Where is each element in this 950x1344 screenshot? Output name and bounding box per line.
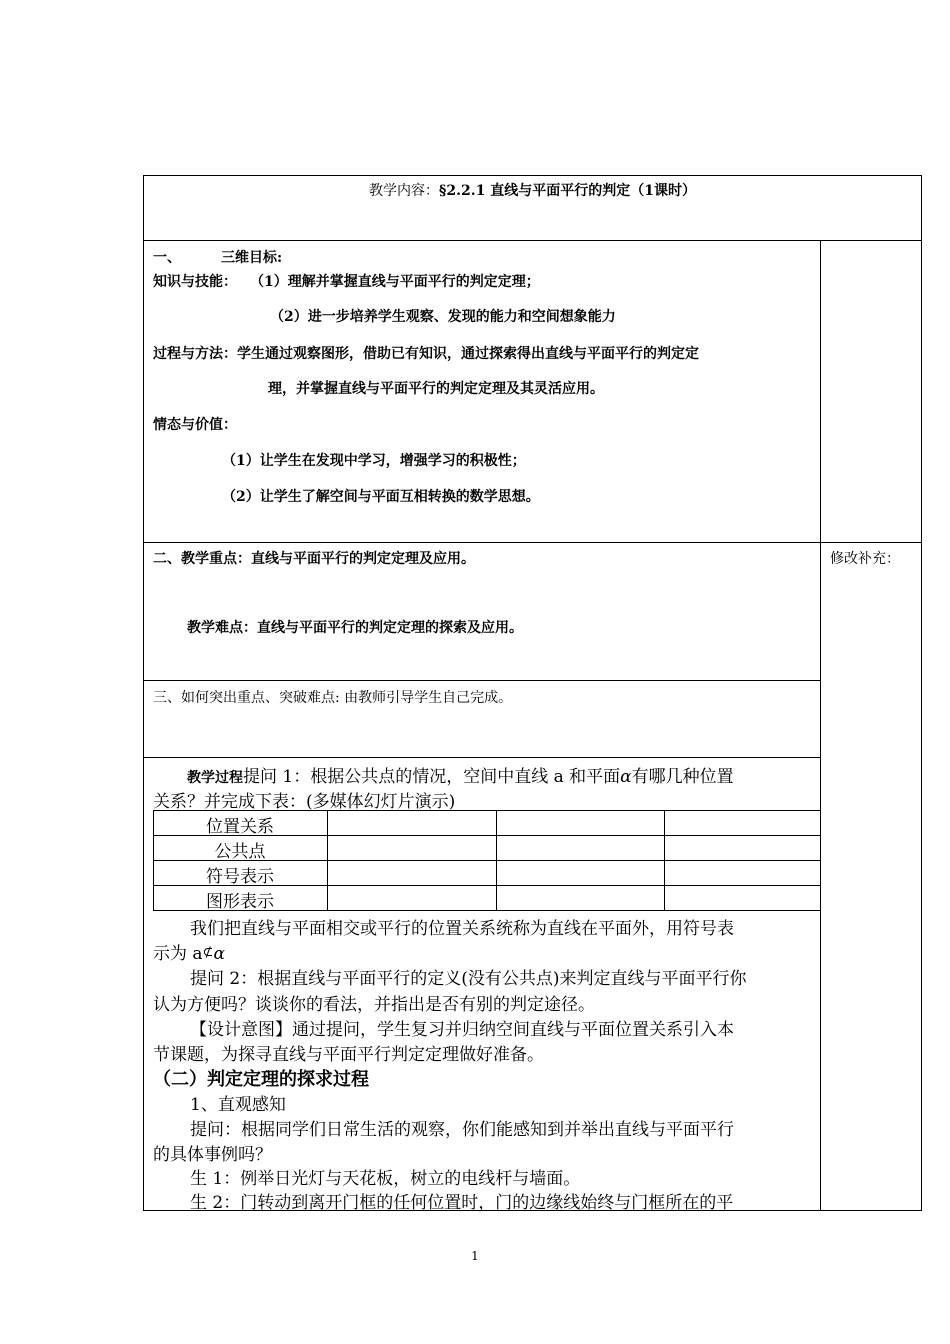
lesson-title [143,180,922,200]
knowledge-skill-1: （1）理解并掌握直线与平面平行的判定定理； [250,274,540,290]
alpha-symbol: α [213,944,225,964]
table-row-header: 图形表示 [206,892,274,912]
page-number: 1 [471,1249,479,1263]
lesson-title-label: 教学内容： [369,183,440,199]
table-row-header: 公共点 [214,842,266,862]
table-row-header: 位置关系 [206,817,274,837]
ask-line1: 提问：根据同学们日常生活的观察，你们能感知到并举出直线与平面平行 [190,1120,734,1140]
design-intent-line1: 【设计意图】通过提问，学生复习并归纳空间直线与平面位置关系引入本 [190,1020,734,1040]
section-heading: （二）判定定理的探求过程 [153,1069,369,1090]
question-2-line2: 认为方便吗？谈谈你的看法，并指出是否有别的判定途径。 [153,995,595,1015]
question-1-text: 提问 1：根据公共点的情况，空间中直线 a 和平面 [243,767,621,787]
table-row-header: 符号表示 [206,867,274,887]
teaching-process-label: 教学过程 [187,770,243,786]
not-subset-symbol: ⊄ [202,945,214,960]
emotion-value-label: 情态与价值： [153,417,237,433]
question-2-line1: 提问 2：根据直线与平面平行的定义(没有公共点)来判定直线与平面平行你 [190,969,747,989]
student-2-answer: 生 2：门转动到离开门框的任何位置时，门的边缘线始终与门框所在的平 [190,1193,734,1213]
highlight-method: 三、如何突出重点、突破难点: 由教师引导学生自己完成。 [153,690,513,706]
subsection-heading: 1、直观感知 [190,1095,286,1115]
question-1-line2: 关系？并完成下表：(多媒体幻灯片演示) [153,792,456,812]
alpha-symbol: α [620,767,632,787]
question-1-line1 [187,762,734,787]
emotion-value-2: （2）让学生了解空间与平面互相转换的数学思想。 [222,489,540,505]
side-note-label: 修改补充： [830,551,900,567]
teaching-difficulty: 教学难点：直线与平面平行的判定定理的探索及应用。 [187,620,523,636]
paragraph-line2 [153,939,225,964]
student-1-answer: 生 1：例举日光灯与天花板，树立的电线杆与墙面。 [190,1169,581,1189]
knowledge-skill-2: （2）进一步培养学生观察、发现的能力和空间想象能力 [270,309,616,325]
paragraph-line2-text: 示为 a [153,944,203,964]
process-method-line1: 过程与方法：学生通过观察图形，借助已有知识，通过探索得出直线与平面平行的判定定 [153,346,699,362]
ask-line2: 的具体事例吗？ [153,1145,272,1165]
paragraph-line1: 我们把直线与平面相交或平行的位置关系统称为直线在平面外，用符号表 [190,919,734,939]
design-intent-line2: 节课题，为探寻直线与平面平行判定定理做好准备。 [153,1045,544,1065]
teaching-focus: 二、教学重点：直线与平面平行的判定定理及应用。 [153,551,475,567]
knowledge-skill-label: 知识与技能： [153,274,237,290]
process-method-line2: 理，并掌握直线与平面平行的判定定理及其灵活应用。 [268,381,604,397]
lesson-title-text: §2.2.1 直线与平面平行的判定（1课时） [439,183,696,199]
objectives-heading: 三维目标: [221,250,283,266]
question-1-text-end: 有哪几种位置 [631,767,734,787]
emotion-value-1: （1）让学生在发现中学习，增强学习的积极性； [222,453,526,469]
objectives-heading-num: 一、 [153,250,181,266]
